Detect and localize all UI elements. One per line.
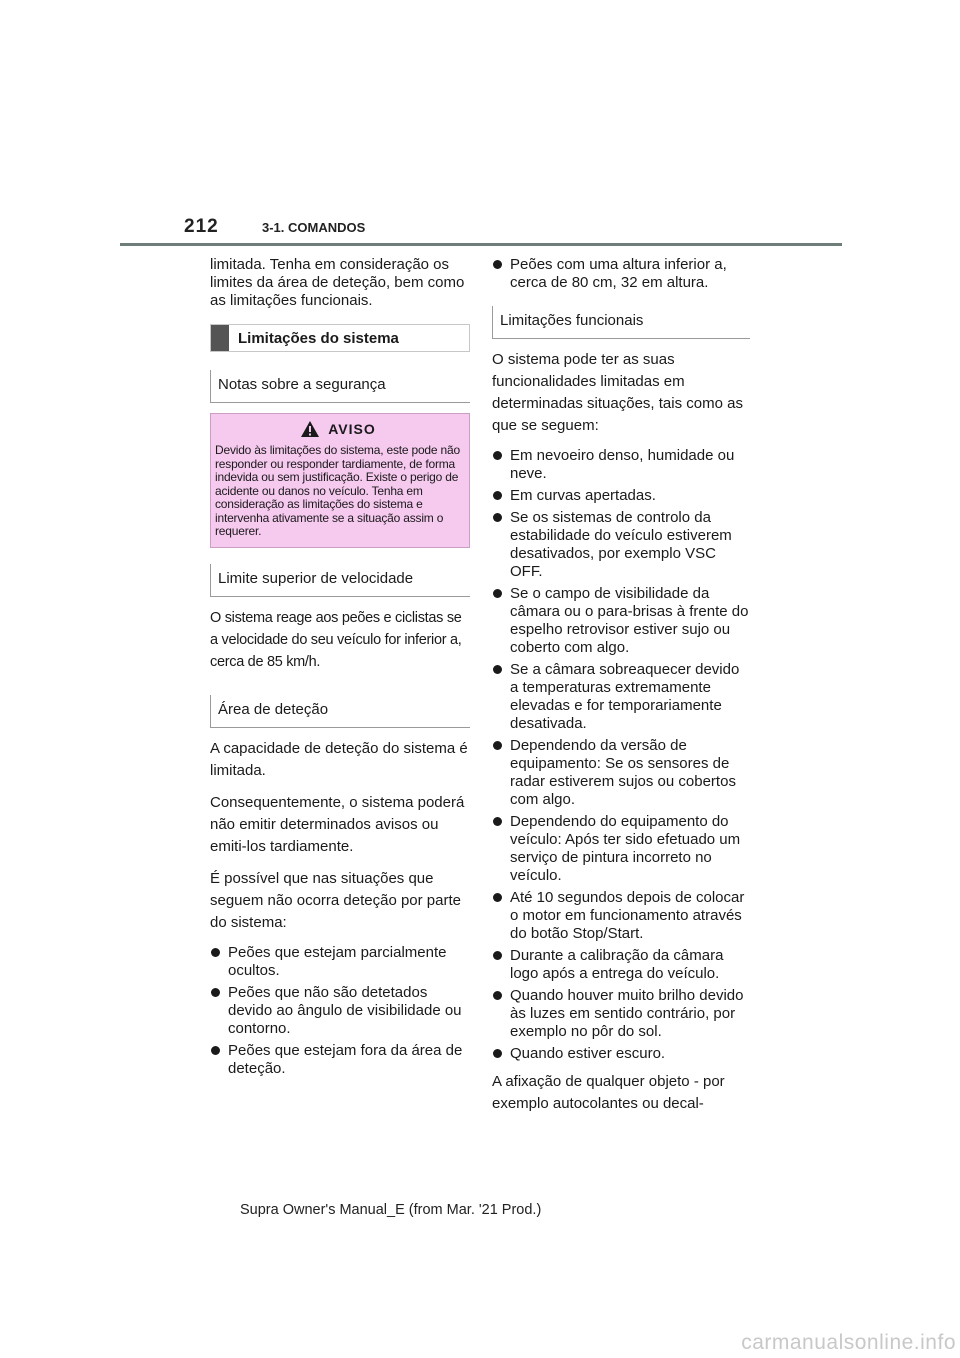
warning-body: Devido às limitações do sistema, este pode não responder ou responder tardiamente, de forma indevida ou sem justificação. Existe o perigo de acidente ou danos no veículo. Tenha em consideração as limitações do sistema e intervenha ativamente se a situação assim o requerer. (215, 443, 460, 538)
list-item: Dependendo da versão de equipamento: Se os sensores de radar estiverem sujos ou cobertos com algo. (492, 737, 750, 809)
list-item: Se a câmara sobreaquecer devido a temperaturas extremamente elevadas e for temporariamente desativada. (492, 661, 750, 733)
warning-box (210, 413, 470, 548)
area-bullet-list (210, 944, 470, 1078)
list-item: Se os sistemas de controlo da estabilidade do veículo estiverem desativados, por exemplo VSC OFF. (492, 509, 750, 581)
list-item: Peões que estejam fora da área de deteção. (210, 1042, 470, 1078)
safety-heading (210, 370, 470, 403)
bullet-dot-icon (493, 491, 502, 500)
bullet-dot-icon (493, 1049, 502, 1058)
bullet-dot-icon (211, 1046, 220, 1055)
warning-title (215, 420, 461, 438)
bullet-dot-icon (493, 260, 502, 269)
intro-paragraph: limitada. Tenha em consideração os limites da área de deteção, bem como as limitações funcionais. (210, 256, 465, 309)
footer-text: Supra Owner's Manual_E (from Mar. '21 Prod.) (240, 1202, 542, 1218)
bullet-dot-icon (493, 665, 502, 674)
bullet-dot-icon (493, 513, 502, 522)
area-paragraph-3: É possível que nas situações que seguem não ocorra deteção por parte do sistema: (210, 869, 461, 931)
bullet-dot-icon (493, 741, 502, 750)
list-item: Quando houver muito brilho devido às luzes em sentido contrário, por exemplo no pôr do sol. (492, 987, 750, 1041)
bullet-dot-icon (493, 589, 502, 598)
list-item: Peões que estejam parcialmente ocultos. (210, 944, 470, 980)
list-item: Em nevoeiro denso, humidade ou neve. (492, 447, 750, 483)
bullet-dot-icon (211, 948, 220, 957)
page-number: 212 (184, 216, 219, 237)
list-item: Em curvas apertadas. (492, 487, 750, 505)
right-column (492, 256, 750, 1125)
speed-heading (210, 564, 470, 597)
warning-title-text: AVISO (328, 421, 376, 437)
area-paragraph-2: Consequentemente, o sistema poderá não emitir determinados avisos ou emiti-los tardiamente. (210, 793, 465, 855)
closing-paragraph: A afixação de qualquer objeto - por exemplo autocolantes ou decal- (492, 1073, 725, 1112)
speed-heading-label: Limite superior de velocidade (218, 569, 414, 587)
header-divider (120, 243, 842, 246)
list-item: Se o campo de visibilidade da câmara ou o para-brisas à frente do espelho retrovisor estiver sujo ou coberto com algo. (492, 585, 750, 657)
area-heading (210, 695, 470, 728)
func-heading-label: Limitações funcionais (500, 312, 644, 329)
band-tab (211, 325, 229, 351)
left-column (210, 256, 470, 1086)
func-heading (492, 306, 750, 339)
list-item: Dependendo do equipamento do veículo: Após ter sido efetuado um serviço de pintura incorreto no veículo. (492, 813, 750, 885)
speed-paragraph: O sistema reage aos peões e ciclistas se a velocidade do seu veículo for inferior a, cerca de 85 km/h. (210, 609, 462, 670)
bullet-dot-icon (211, 988, 220, 997)
list-item: Durante a calibração da câmara logo após a entrega do veículo. (492, 947, 750, 983)
list-item: Peões que não são detetados devido ao ângulo de visibilidade ou contorno. (210, 984, 470, 1038)
section-band (210, 324, 470, 352)
bullet-dot-icon (493, 817, 502, 826)
func-bullet-list (492, 447, 750, 1063)
area-heading-label: Área de deteção (218, 700, 329, 718)
watermark: carmanualsonline.info (741, 1331, 956, 1354)
area-paragraph-1: A capacidade de deteção do sistema é limitada. (210, 739, 468, 779)
bullet-dot-icon (493, 951, 502, 960)
list-item: Peões com uma altura inferior a, cerca de 80 cm, 32 em altura. (492, 256, 750, 292)
bullet-dot-icon (493, 451, 502, 460)
func-intro: O sistema pode ter as suas funcionalidades limitadas em determinadas situações, tais como as que se seguem: (492, 351, 743, 434)
top-bullet-list (492, 256, 750, 292)
band-title: Limitações do sistema (238, 330, 399, 347)
safety-heading-label: Notas sobre a segurança (218, 376, 386, 393)
bullet-dot-icon (493, 893, 502, 902)
warning-triangle-icon (300, 420, 320, 438)
list-item: Até 10 segundos depois de colocar o motor em funcionamento através do botão Stop/Start. (492, 889, 750, 943)
list-item: Quando estiver escuro. (492, 1045, 750, 1063)
section-title: 3-1. COMANDOS (262, 220, 366, 235)
bullet-dot-icon (493, 991, 502, 1000)
